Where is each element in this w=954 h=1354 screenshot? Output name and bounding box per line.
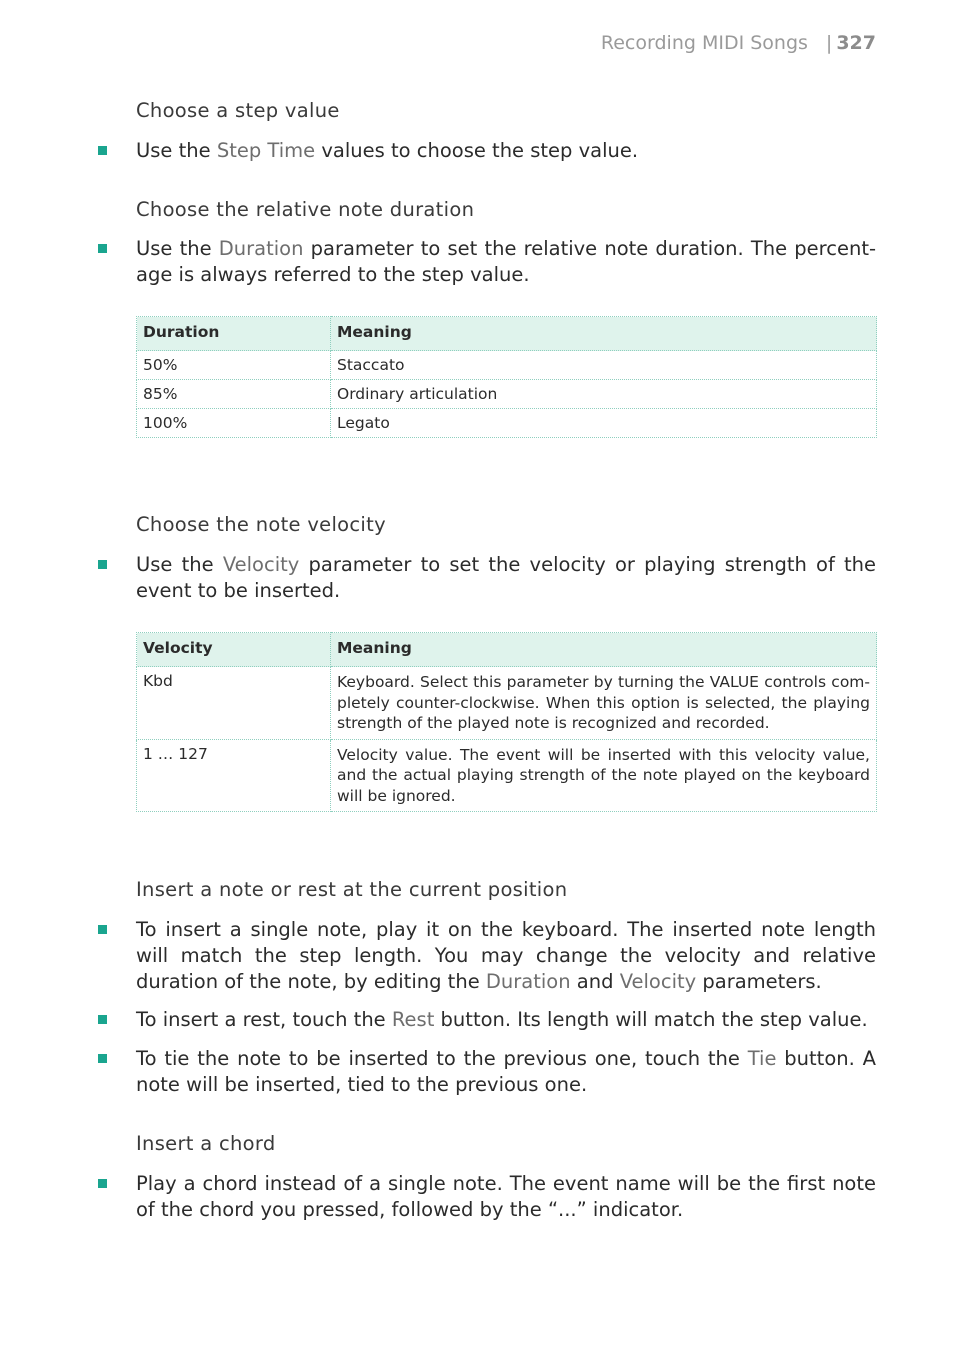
heading-note-duration: Choose the relative note duration xyxy=(136,198,475,221)
param-velocity: Velocity xyxy=(222,553,300,576)
bullet-icon xyxy=(98,244,107,253)
table-cell: 100% xyxy=(137,409,331,438)
paragraph-insert-chord: Play a chord instead of a single note. The event name will be the first note of the chord you pressed, followed by the “...” indicator. xyxy=(136,1171,876,1223)
table-header-row xyxy=(137,317,877,351)
paragraph-insert-note: To insert a single note, play it on the keyboard. The inserted note length will match the step length. You may change the velocity and relative duration of the note, by editing the Duration and Velocity parameters. xyxy=(136,917,876,995)
table-header-cell: Meaning xyxy=(331,317,877,351)
paragraph-step-value: Use the Step Time values to choose the step value. xyxy=(136,138,876,164)
bullet-icon xyxy=(98,925,107,934)
rest-button-label: Rest xyxy=(391,1008,435,1031)
page-header xyxy=(601,32,876,54)
table-row xyxy=(137,739,877,812)
param-duration: Duration xyxy=(485,970,571,993)
velocity-table xyxy=(136,632,877,812)
paragraph-tie-note: To tie the note to be inserted to the previous one, touch the Tie button. A note will be inserted, tied to the previous one. xyxy=(136,1046,876,1098)
heading-insert-note-rest: Insert a note or rest at the current position xyxy=(136,878,568,901)
table-header-cell: Duration xyxy=(137,317,331,351)
table-cell: Legato xyxy=(331,409,877,438)
bullet-icon xyxy=(98,1054,107,1063)
header-separator: | xyxy=(825,32,833,54)
header-section-title: Recording MIDI Songs xyxy=(600,32,808,54)
bullet-icon xyxy=(98,146,107,155)
table-row xyxy=(137,409,877,438)
heading-step-value: Choose a step value xyxy=(136,99,340,122)
param-step-time: Step Time xyxy=(216,139,316,162)
paragraph-note-velocity: Use the Velocity parameter to set the velocity or playing strength of the event to be inserted. xyxy=(136,552,876,604)
param-velocity: Velocity xyxy=(619,970,697,993)
table-cell: 85% xyxy=(137,380,331,409)
table-cell: Velocity value. The event will be inserted with this velocity value, and the actual playing strength of the note played on the keyboard will be ignored. xyxy=(331,739,877,812)
table-header-cell: Meaning xyxy=(331,633,877,667)
paragraph-note-duration: Use the Duration parameter to set the relative note duration. The percent-age is always referred to the step value. xyxy=(136,236,876,288)
bullet-icon xyxy=(98,1179,107,1188)
table-row xyxy=(137,380,877,409)
duration-table xyxy=(136,316,877,438)
table-cell: 1 … 127 xyxy=(137,739,331,812)
table-cell: 50% xyxy=(137,351,331,380)
table-cell: Staccato xyxy=(331,351,877,380)
param-duration: Duration xyxy=(218,237,304,260)
heading-note-velocity: Choose the note velocity xyxy=(136,513,386,536)
tie-button-label: Tie xyxy=(747,1047,777,1070)
table-cell: Kbd xyxy=(137,667,331,740)
bullet-icon xyxy=(98,1015,107,1024)
table-header-cell: Velocity xyxy=(137,633,331,667)
table-row xyxy=(137,667,877,740)
bullet-icon xyxy=(98,560,107,569)
table-cell: Ordinary articulation xyxy=(331,380,877,409)
heading-insert-chord: Insert a chord xyxy=(136,1132,276,1155)
page-number: 327 xyxy=(836,32,876,54)
table-header-row xyxy=(137,633,877,667)
table-cell: Keyboard. Select this parameter by turning the VALUE controls com-pletely counter-clockwise. When this option is selected, the playing strength of the played note is recognized and recorded. xyxy=(331,667,877,740)
paragraph-insert-rest: To insert a rest, touch the Rest button. Its length will match the step value. xyxy=(136,1007,876,1033)
table-row xyxy=(137,351,877,380)
